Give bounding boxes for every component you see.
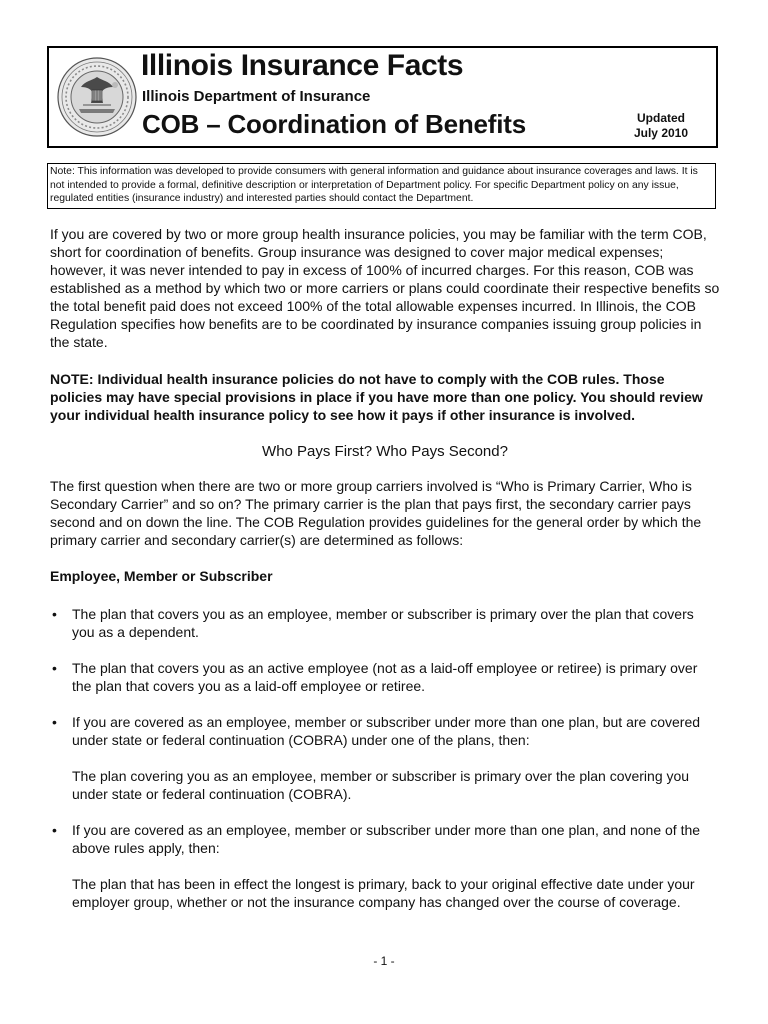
document-title: Illinois Insurance Facts	[141, 49, 464, 82]
updated-label: Updated	[637, 111, 685, 125]
bullet-icon: •	[52, 714, 57, 730]
list-item-text: The plan that covers you as an employee, member or subscriber is primary over the plan that covers you as a dependent.	[72, 606, 694, 640]
list-item	[50, 713, 720, 803]
disclaimer-note: Note: This information was developed to provide consumers with general information and guidance about insurance coverages and laws. It is not intended to provide a formal, definitive description or interpretation of Department policy. For specific Department policy on any issue, regulated entities (insurance industry) and interested parties should contact the Department.	[47, 163, 716, 209]
updated-stamp	[615, 111, 707, 141]
rule-intro-paragraph: The first question when there are two or more group carriers involved is “Who is Primary Carrier, Who is Secondary Carrier” and so on? The primary carrier is the plan that pays first, the secondary carrier pays second and on down the line. The COB Regulation provides guidelines for the general order by which the primary carrier and secondary carrier(s) are determined as follows:	[50, 478, 702, 548]
intro-paragraph: If you are covered by two or more group health insurance policies, you may be familiar with the term COB, short for coordination of benefits. Group insurance was designed to cover major medical expenses; however, it was never intended to pay in excess of 100% of incurred charges. For this reason, COB was established as a method by which two or more carriers or plans could coordinate their respective benefits so the total benefit paid does not exceed 100% of the total allowable expenses incurred. In Illinois, the COB Regulation specifies how benefits are to be coordinated by insurance companies issuing group policies in the state.	[50, 226, 720, 350]
section-heading: Who Pays First? Who Pays Second?	[262, 443, 508, 460]
list-item	[50, 659, 720, 695]
bullet-icon: •	[52, 822, 57, 838]
list-item-text: If you are covered as an employee, member or subscriber under more than one plan, and none of the above rules apply, then:	[72, 822, 701, 856]
list-item	[50, 821, 720, 911]
header-box	[47, 46, 718, 148]
updated-date: July 2010	[633, 126, 689, 140]
page-number: - 1 -	[373, 954, 395, 968]
list-item-note: The plan that has been in effect the longest is primary, back to your original effective date under your employer group, whether or not the insurance company has changed over the course of coverage.	[72, 876, 695, 910]
document-body	[50, 225, 720, 929]
document-subject: COB – Coordination of Benefits	[142, 109, 527, 139]
list-item	[50, 605, 720, 641]
list-item-text: If you are covered as an employee, member or subscriber under more than one plan, but are covered under state or federal continuation (COBRA) under one of the plans, then:	[72, 714, 701, 748]
rules-list	[50, 605, 720, 911]
list-item-note: The plan covering you as an employee, member or subscriber is primary over the plan covering you under state or federal continuation (COBRA).	[72, 768, 690, 802]
individual-policy-note: NOTE: Individual health insurance policies do not have to comply with the COB rules. Those policies may have special provisions in place if you have more than one policy. You should review your individual health insurance policy to see how it pays if other insurance is involved.	[50, 371, 703, 423]
department-name: Illinois Department of Insurance	[142, 88, 371, 105]
state-seal-icon	[57, 57, 137, 137]
subheading: Employee, Member or Subscriber	[50, 568, 273, 584]
list-item-text: The plan that covers you as an active employee (not as a laid-off employee or retiree) is primary over the plan that covers you as a laid-off employee or retiree.	[72, 660, 698, 694]
bullet-icon: •	[52, 660, 57, 676]
bullet-icon: •	[52, 606, 57, 622]
